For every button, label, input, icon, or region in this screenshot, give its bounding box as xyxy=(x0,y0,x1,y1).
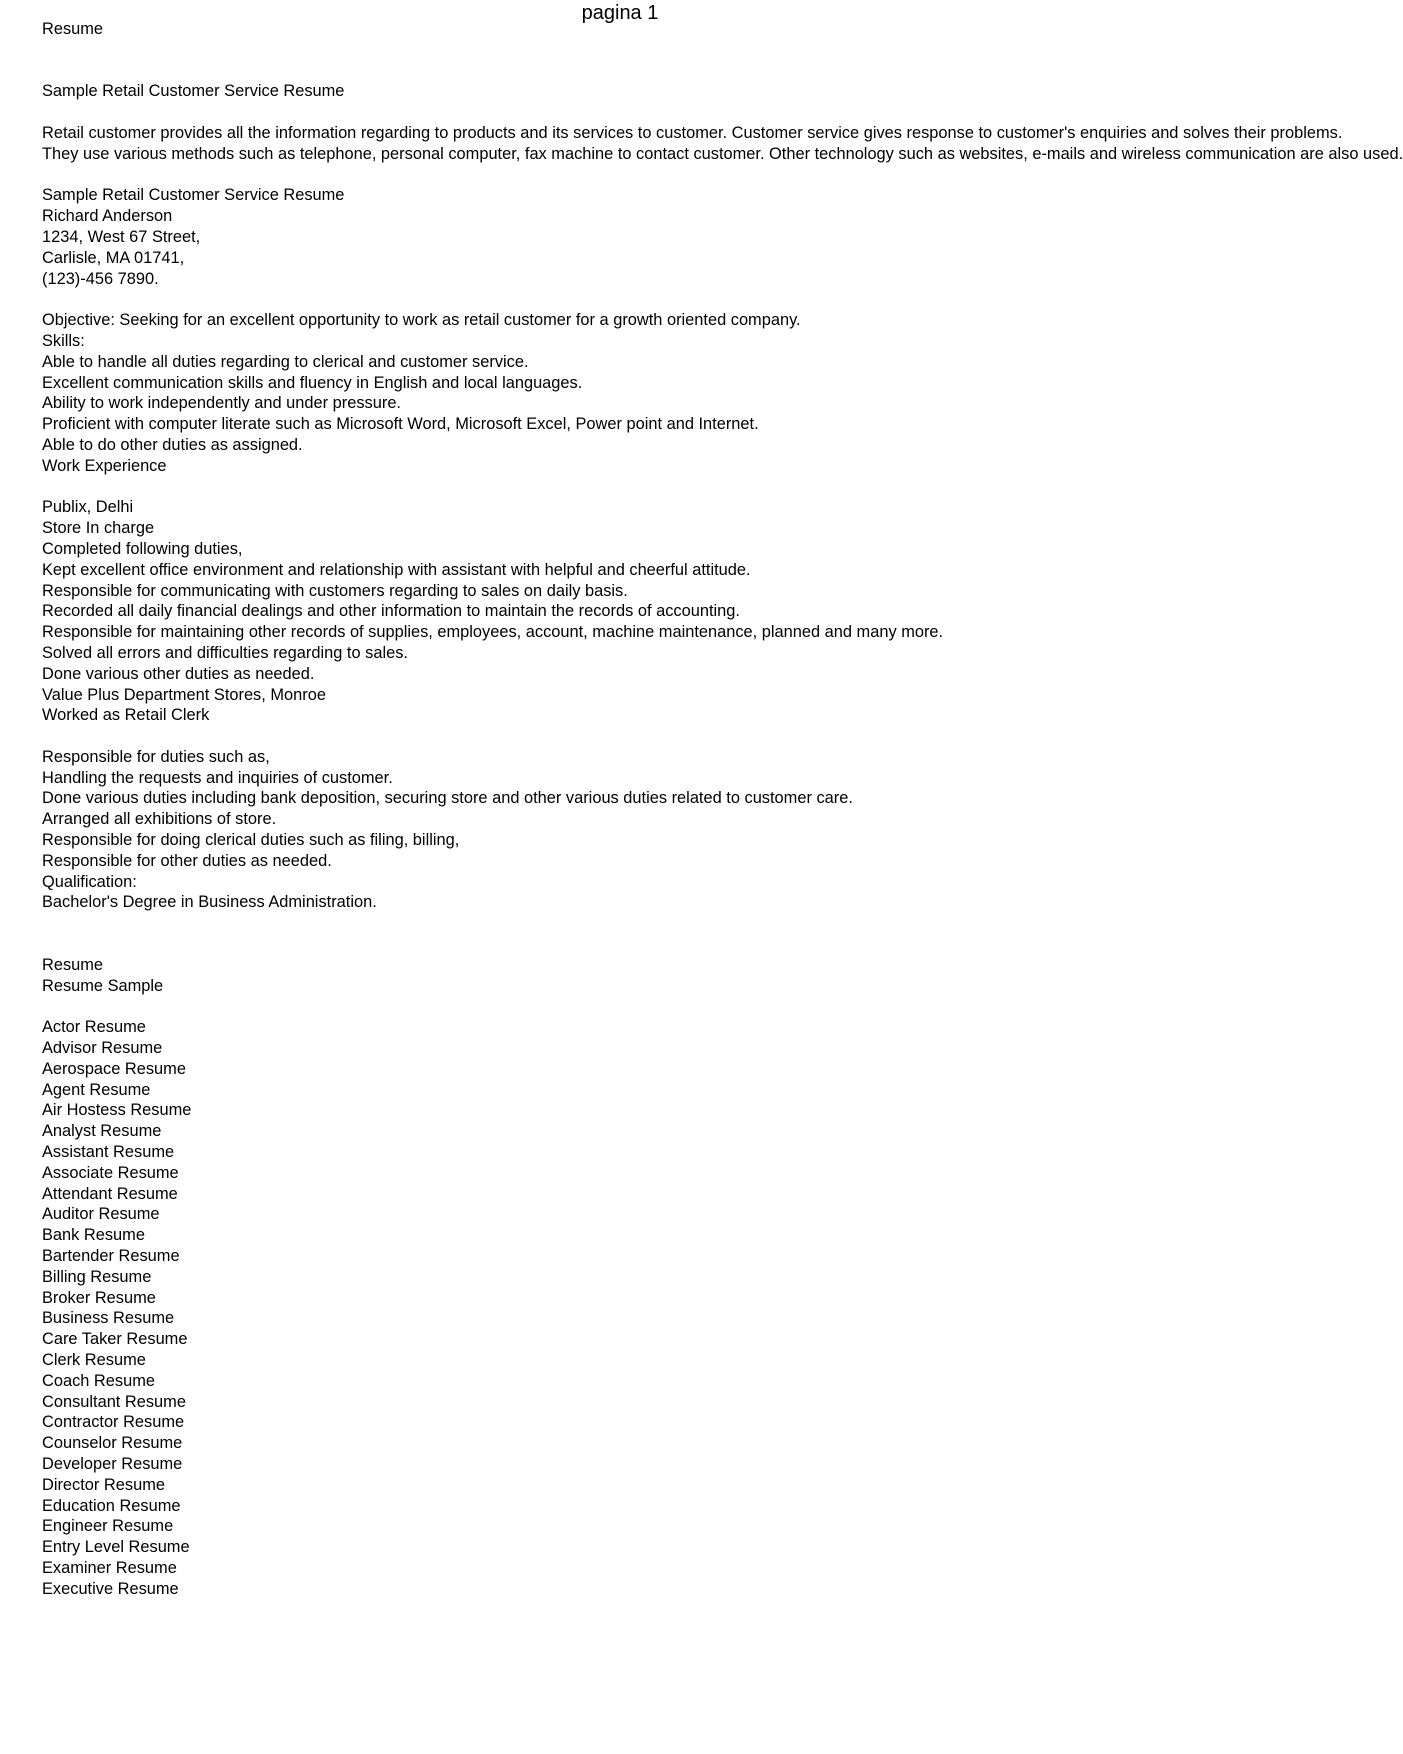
page-number-header: pagina 1 xyxy=(581,2,659,24)
resume-link-item[interactable]: Air Hostess Resume xyxy=(42,1101,192,1120)
work-experience-label: Work Experience xyxy=(42,456,167,475)
skill-item: Able to do other duties as assigned. xyxy=(42,435,303,454)
intro-paragraph-line: Retail customer provides all the information regarding to products and its services to customer. Customer service gives response to customer's enquiries and solves their problems. xyxy=(42,123,1343,142)
resume-link-item[interactable]: Developer Resume xyxy=(42,1454,183,1473)
contact-heading: Sample Retail Customer Service Resume xyxy=(42,186,345,205)
skill-item: Able to handle all duties regarding to clerical and customer service. xyxy=(42,352,529,371)
job-duty-item: Done various other duties as needed. xyxy=(42,664,315,683)
job-duty-item: Done various duties including bank deposition, securing store and other various duties related to customer care. xyxy=(42,789,853,808)
resume-link-item[interactable]: Consultant Resume xyxy=(42,1392,186,1411)
contact-phone: (123)-456 7890. xyxy=(42,269,159,288)
resume-link-item[interactable]: Bank Resume xyxy=(42,1226,145,1245)
job-duty-item: Responsible for other duties as needed. xyxy=(42,851,332,870)
job-duty-item: Arranged all exhibitions of store. xyxy=(42,810,277,829)
resume-link-item[interactable]: Care Taker Resume xyxy=(42,1330,188,1349)
resume-link-item[interactable]: Engineer Resume xyxy=(42,1517,174,1536)
resume-link-item[interactable]: Attendant Resume xyxy=(42,1184,178,1203)
resume-link-item[interactable]: Examiner Resume xyxy=(42,1558,177,1577)
resume-link-item[interactable]: Education Resume xyxy=(42,1496,181,1515)
document-top-title: Resume xyxy=(42,20,104,38)
resume-links-section xyxy=(42,955,1240,1600)
resume-link-item[interactable]: Analyst Resume xyxy=(42,1122,162,1141)
qualification-text: Bachelor's Degree in Business Administration. xyxy=(42,893,377,912)
job-employer: Publix, Delhi xyxy=(42,498,134,517)
resume-link-item[interactable]: Auditor Resume xyxy=(42,1205,160,1224)
resume-link-item[interactable]: Associate Resume xyxy=(42,1163,179,1182)
contact-city: Carlisle, MA 01741, xyxy=(42,248,185,267)
contact-name: Richard Anderson xyxy=(42,207,173,226)
resume-links-list xyxy=(42,1017,1240,1599)
resume-link-item[interactable]: Actor Resume xyxy=(42,1018,146,1037)
job-duty-item: Responsible for maintaining other records of supplies, employees, account, machine maintenance, planned and many more. xyxy=(42,623,944,642)
skill-item: Proficient with computer literate such as Microsoft Word, Microsoft Excel, Power point and Internet. xyxy=(42,415,759,434)
skill-item: Excellent communication skills and fluency in English and local languages. xyxy=(42,373,583,392)
intro-paragraph-line: They use various methods such as telephone, personal computer, fax machine to contact customer. Other technology such as websites, e-mails and wireless communication are also used. xyxy=(42,144,1403,163)
job-employer: Value Plus Department Stores, Monroe xyxy=(42,685,326,704)
job-title: Worked as Retail Clerk xyxy=(42,706,210,725)
job-duty-item: Responsible for doing clerical duties such as filing, billing, xyxy=(42,831,460,850)
resume-link-item[interactable]: Counselor Resume xyxy=(42,1434,183,1453)
links-subtitle: Resume Sample xyxy=(42,976,164,995)
skills-label: Skills: xyxy=(42,331,85,350)
contact-street: 1234, West 67 Street, xyxy=(42,227,201,246)
resume-link-item[interactable]: Director Resume xyxy=(42,1475,165,1494)
resume-link-item[interactable]: Business Resume xyxy=(42,1309,175,1328)
contact-block xyxy=(42,185,1240,289)
skill-item: Ability to work independently and under pressure. xyxy=(42,394,401,413)
job-duties-intro: Responsible for duties such as, xyxy=(42,747,270,766)
resume-link-item[interactable]: Contractor Resume xyxy=(42,1413,185,1432)
job-duty-item: Responsible for communicating with customers regarding to sales on daily basis. xyxy=(42,581,628,600)
resume-link-item[interactable]: Assistant Resume xyxy=(42,1143,175,1162)
resume-link-item[interactable]: Clerk Resume xyxy=(42,1351,146,1369)
job-duty-item: Handling the requests and inquiries of customer. xyxy=(42,768,393,787)
resume-link-item[interactable]: Entry Level Resume xyxy=(42,1538,190,1557)
skills-list xyxy=(42,352,1240,456)
qualification-label: Qualification: xyxy=(42,872,137,891)
job-duty-item: Solved all errors and difficulties regarding to sales. xyxy=(42,643,408,662)
document-heading: Sample Retail Customer Service Resume xyxy=(42,82,345,101)
resume-link-item[interactable]: Executive Resume xyxy=(42,1579,179,1598)
resume-link-item[interactable]: Advisor Resume xyxy=(42,1039,163,1058)
job-duty-item: Kept excellent office environment and relationship with assistant with helpful and cheerful attitude. xyxy=(42,560,751,579)
job-title: Store In charge xyxy=(42,519,155,538)
job-duties-intro: Completed following duties, xyxy=(42,539,243,558)
document-body xyxy=(42,19,1403,1600)
job-entry-publix xyxy=(42,497,1240,684)
resume-link-item[interactable]: Billing Resume xyxy=(42,1267,152,1286)
resume-link-item[interactable]: Broker Resume xyxy=(42,1288,156,1307)
resume-link-item[interactable]: Agent Resume xyxy=(42,1080,151,1099)
job-duty-item: Recorded all daily financial dealings and other information to maintain the records of accounting. xyxy=(42,602,740,621)
resume-link-item[interactable]: Bartender Resume xyxy=(42,1247,180,1266)
resume-link-item[interactable]: Aerospace Resume xyxy=(42,1059,186,1078)
objective-text: Objective: Seeking for an excellent opportunity to work as retail customer for a growth oriented company. xyxy=(42,311,801,330)
job-entry-value-plus xyxy=(42,685,1240,872)
links-title: Resume xyxy=(42,955,104,974)
resume-link-item[interactable]: Coach Resume xyxy=(42,1371,155,1390)
